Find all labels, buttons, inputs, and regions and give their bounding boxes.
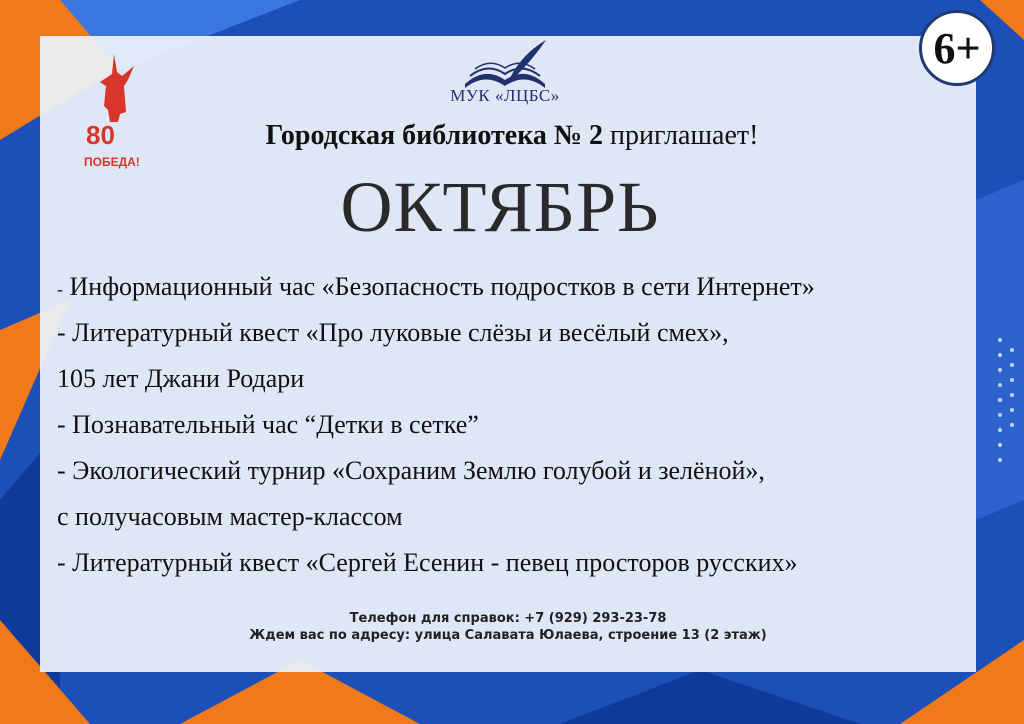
event-dash: - — [57, 279, 63, 299]
library-name: Городская библиотека № 2 — [265, 120, 604, 151]
heading-invite: приглашает! — [603, 120, 759, 151]
event-item-continuation — [57, 502, 403, 532]
event-item-continuation — [57, 364, 304, 394]
victory-80-text: ПОБЕДА! — [84, 155, 140, 169]
event-item — [57, 456, 765, 486]
contact-phone: Телефон для справок: +7 (929) 293-23-78 — [349, 611, 667, 626]
org-logo-text: МУК «ЛЦБС» — [450, 86, 560, 105]
event-text: Информационный час «Безопасность подростков в сети Интернет» — [63, 272, 815, 301]
page-heading — [0, 120, 1024, 152]
event-text: - Экологический турнир «Сохраним Землю голубой и зелёной», — [57, 456, 765, 485]
contact-address: Ждем вас по адресу: улица Салавата Юлаева, строение 13 (2 этаж) — [249, 628, 767, 643]
event-item — [57, 410, 479, 440]
event-item — [57, 272, 815, 302]
event-item — [57, 318, 729, 348]
event-text: - Познавательный час “Детки в сетке” — [57, 410, 479, 439]
event-text: с получасовым мастер-классом — [57, 502, 403, 531]
event-item — [57, 548, 798, 578]
victory-80-logo — [84, 52, 146, 172]
event-text: 105 лет Джани Родари — [57, 364, 305, 393]
event-text: - Литературный квест «Про луковые слёзы и весёлый смех», — [57, 318, 729, 347]
month-title: ОКТЯБРЬ — [340, 167, 660, 247]
victory-80-number: 80 — [86, 120, 115, 150]
event-text: - Литературный квест «Сергей Есенин - певец просторов русских» — [57, 548, 798, 577]
age-rating-badge: 6+ — [919, 10, 995, 86]
